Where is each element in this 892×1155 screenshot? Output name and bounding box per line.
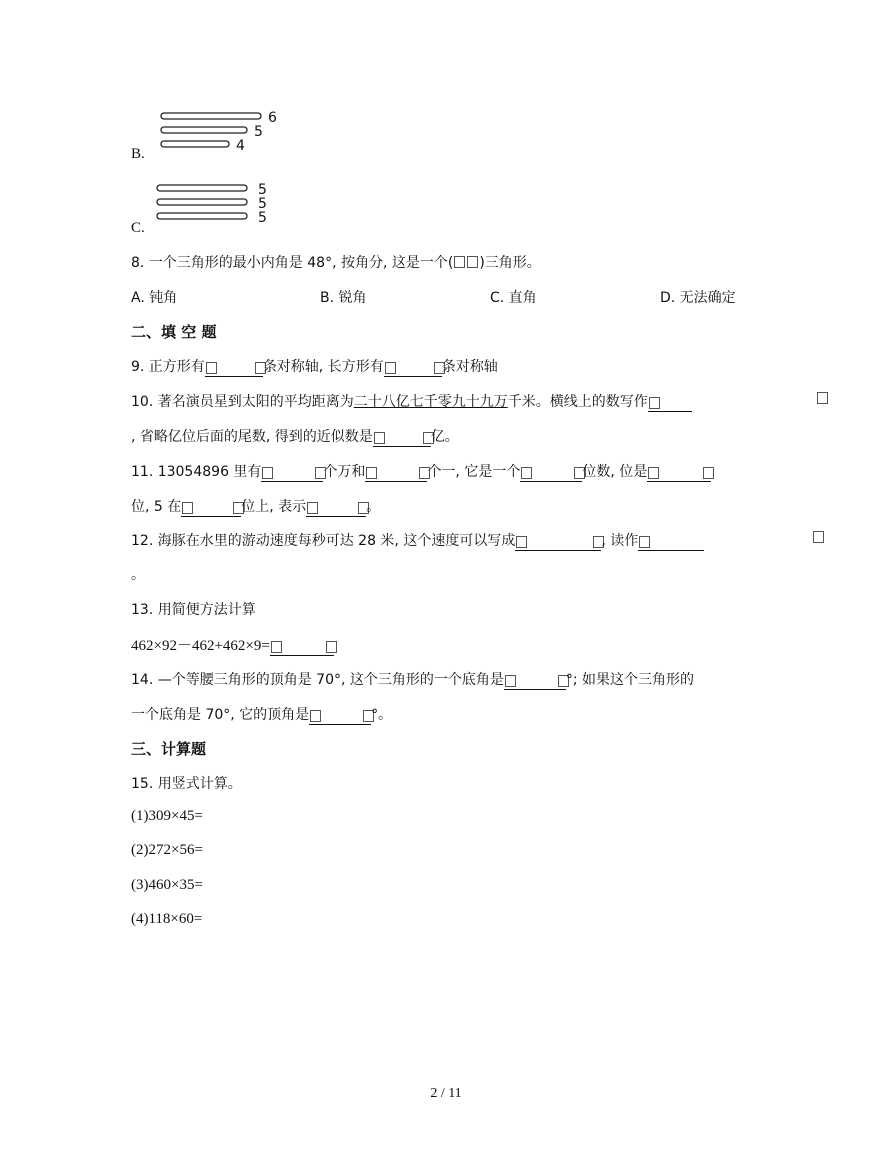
question-10-line-2 [131, 426, 459, 447]
question-11-text: 个一, 它是一个 [427, 464, 521, 480]
stick-label: 6 [268, 110, 277, 126]
option-c-label[interactable]: C. [131, 220, 145, 236]
option-b-label[interactable]: B. [131, 146, 145, 162]
stick-6 [161, 113, 261, 119]
question-10-text: 亿。 [430, 429, 459, 445]
section-2-title: 二、填 空 题 [131, 323, 217, 341]
answer-blank[interactable] [638, 535, 704, 551]
underlined-number-words: 二十八亿七千零九十九万 [353, 394, 508, 410]
page-number: 2 / 11 [430, 1086, 462, 1101]
q8-option-a[interactable]: A. 钝角 [131, 290, 178, 306]
calc-item: (2)272×56= [131, 842, 203, 858]
question-9-text: 条对称轴, 长方形有 [262, 359, 384, 375]
question-14-text: °。 [371, 707, 393, 723]
question-8-text: 8. 一个三角形的最小内角是 48°, 按角分, 这是一个( [131, 255, 454, 271]
q8-option-d[interactable]: D. 无法确定 [660, 290, 736, 306]
question-10 [131, 391, 692, 412]
question-12-text: 12. 海豚在水里的游动速度每秒可达 28 米, 这个速度可以写成 [131, 533, 516, 549]
question-12-line-2: 。 [131, 567, 145, 583]
q8-option-c[interactable]: C. 直角 [490, 290, 537, 306]
question-8 [131, 252, 541, 272]
question-10-text: 10. 著名演员星到太阳的平均距离为 [131, 394, 354, 410]
question-14 [131, 669, 694, 690]
answer-blank[interactable] [261, 466, 323, 482]
answer-blank[interactable] [520, 466, 582, 482]
answer-blank[interactable] [384, 361, 442, 377]
option-c-sticks-figure [154, 181, 274, 227]
answer-blank[interactable] [306, 501, 366, 517]
calc-item: (4)118×60= [131, 911, 203, 927]
question-11 [131, 461, 711, 482]
question-14-text: °; 如果这个三角形的 [565, 672, 695, 688]
answer-blank-end[interactable] [812, 530, 825, 547]
question-12 [131, 530, 704, 551]
question-11-text: 位, 5 在 [131, 499, 182, 515]
stick-label: 5 [254, 124, 263, 140]
stick-label: 5 [258, 196, 267, 212]
question-15-title: 15. 用竖式计算。 [131, 776, 242, 792]
answer-blank[interactable] [205, 361, 263, 377]
calc-item: (1)309×45= [131, 808, 203, 824]
question-10-text: , 省略亿位后面的尾数, 得到的近似数是 [131, 429, 373, 445]
answer-box[interactable] [454, 256, 465, 268]
stick-5 [157, 213, 247, 219]
question-11-text: 位数, 位是 [582, 464, 648, 480]
stick-4 [161, 141, 229, 147]
question-14-line-2 [131, 704, 392, 725]
question-11-text: 11. 13054896 里有 [131, 464, 262, 480]
question-14-text: 一个底角是 70°, 它的顶角是 [131, 707, 310, 723]
question-11-text: 位上, 表示 [241, 499, 307, 515]
stick-5 [161, 127, 247, 133]
question-11-text: 。 [366, 499, 381, 515]
answer-box[interactable] [467, 256, 478, 268]
answer-blank[interactable] [373, 431, 431, 447]
question-9 [131, 356, 498, 377]
stick-5 [157, 199, 247, 205]
option-b-sticks-figure [158, 108, 288, 154]
question-8-text-end: )三角形。 [479, 255, 541, 271]
answer-blank[interactable] [309, 709, 371, 725]
expression-text: 462×92－462+462×9= [131, 638, 270, 654]
answer-blank[interactable] [515, 535, 601, 551]
question-13-expression [131, 634, 334, 656]
stick-label: 4 [236, 138, 245, 154]
question-14-text: 14. —个等腰三角形的顶角是 70°, 这个三角形的一个底角是 [131, 672, 504, 688]
answer-blank[interactable] [647, 466, 711, 482]
answer-blank[interactable] [504, 674, 566, 690]
answer-blank[interactable] [270, 640, 334, 656]
question-11-text: 个万和 [323, 464, 366, 480]
answer-blank-end[interactable] [816, 391, 829, 408]
answer-blank[interactable] [181, 501, 241, 517]
answer-blank[interactable] [648, 396, 692, 412]
question-12-text: , 读作 [601, 533, 639, 549]
question-9-text: 9. 正方形有 [131, 359, 205, 375]
stick-5 [157, 185, 247, 191]
q8-option-b[interactable]: B. 锐角 [320, 290, 367, 306]
answer-blank[interactable] [365, 466, 427, 482]
stick-label: 5 [258, 210, 267, 226]
question-10-text: 千米。横线上的数写作 [507, 394, 648, 410]
section-3-title: 三、计算题 [131, 740, 207, 758]
question-13-title: 13. 用简便方法计算 [131, 602, 256, 618]
question-11-line-2 [131, 496, 380, 517]
calc-item: (3)460×35= [131, 877, 203, 893]
question-9-text: 条对称轴 [441, 359, 498, 375]
stick-label: 5 [258, 182, 267, 198]
